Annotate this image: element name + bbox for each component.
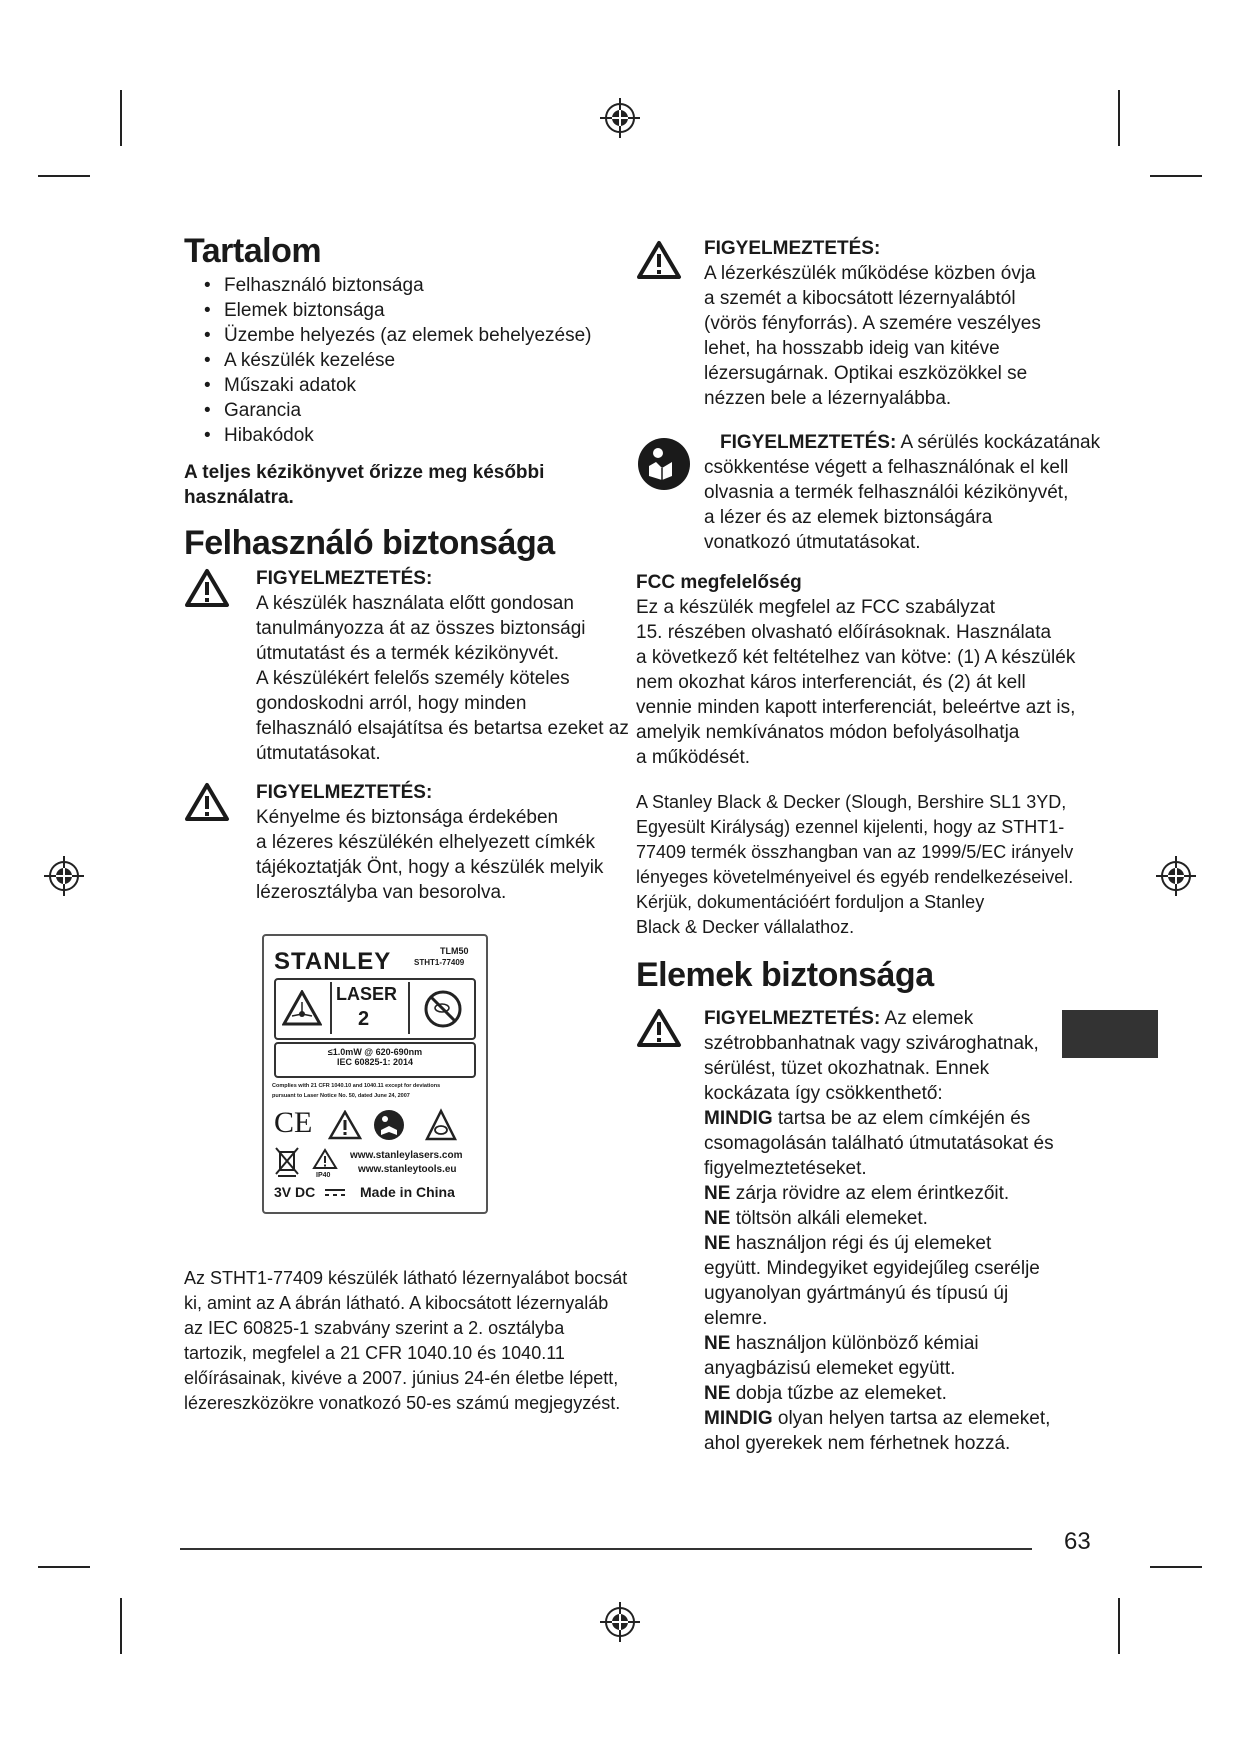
crop-mark [38,175,90,177]
paragraph-line: lézereszközökre vonatkozó 50-es számú megjegyzést. [184,1393,621,1413]
read-manual-icon [636,436,692,492]
label-laser-panel [274,978,476,1040]
left-column [184,232,614,563]
warning-line: A készülék használata előtt gondosan [256,593,574,614]
contents-item: • Műszaki adatok [184,373,614,398]
label-made-in: Made in China [360,1184,455,1200]
read-manual-icon [372,1108,406,1142]
divider [330,982,332,1034]
fcc-line: vennie minden kapott interferenciát, beleértve azt is, [636,697,1076,718]
keyword-always: MINDIG [704,1408,773,1429]
warning-line: olyan helyen tartsa az elemeket, [777,1408,1051,1429]
paragraph-line: Az STHT1-77409 készülék látható lézernyalábot bocsát [184,1268,628,1288]
label-fine1: Complies with 21 CFR 1040.10 and 1040.11 except for deviations [272,1083,441,1089]
registration-mark-icon [42,854,86,898]
label-laser-word: LASER [336,984,398,1004]
keyword-no: NE [704,1233,731,1254]
fcc-line: a működését. [636,747,751,768]
label-spec1: ≤1.0mW @ 620-690nm [327,1047,423,1057]
warning-line: lehet, ha hosszabb ideig van kitéve [704,338,1000,359]
warning-line: lézersugárnak. Optikai eszközökkel se [704,363,1028,384]
contents-item: • Elemek biztonsága [184,298,614,323]
paragraph-line: tartozik, megfelel a 21 CFR 1040.10 és 1040.11 [184,1343,565,1363]
battery-safety-title: Elemek biztonsága [636,956,934,994]
label-url2: www.stanleytools.eu [358,1164,457,1175]
keyword-no: NE [704,1183,731,1204]
fcc-section [636,570,1076,770]
warning-line: ugyanolyan gyártmányú és típusú új [704,1283,1009,1304]
warning-heading: FIGYELMEZTETÉS: [704,1008,881,1029]
warning-line: zárja rövidre az elem érintkezőit. [735,1183,1010,1204]
warning-line: tanulmányozza át az összes biztonsági [256,618,586,639]
label-model-top: TLM50 [440,946,469,956]
section-tab-marker [1062,1010,1158,1058]
contents-item: • Garancia [184,398,614,423]
fcc-line: 15. részében olvasható előírásoknak. Használata [636,622,1052,643]
warning-line: A sérülés kockázatának [900,432,1101,453]
warning-line: tartsa be az elem címkéjén és [777,1108,1031,1129]
contents-item: • Hibakódok [184,423,614,448]
declaration-line: 77409 termék összhangban van az 1999/5/EC irányelv [636,842,1074,862]
crop-mark [1118,90,1120,146]
warning-line: Kényelme és biztonsága érdekében [256,807,559,828]
crop-mark [1118,1598,1120,1654]
contents-title: Tartalom [184,232,322,270]
warning-heading: FIGYELMEZTETÉS: [720,432,897,453]
crop-mark [38,1566,90,1568]
registration-mark-icon [598,1600,642,1644]
no-stare-icon [422,988,464,1030]
warning-line: A lézerkészülék működése közben óvja [704,263,1036,284]
warning-line: csökkentése végett a felhasználónak el kell [704,457,1069,478]
contents-item: • A készülék kezelése [184,348,614,373]
label-voltage: 3V DC [274,1184,316,1200]
warning-line: tájékoztatják Önt, hogy a készülék melyik [256,857,604,878]
crop-mark [1150,1566,1202,1568]
user-safety-title: Felhasználó biztonsága [184,524,555,562]
contents-item: • Felhasználó biztonsága [184,273,614,298]
declaration-line: A Stanley Black & Decker (Slough, Bershire SL1 3YD, [636,792,1067,812]
warning-line: dobja tűzbe az elemeket. [735,1383,947,1404]
warning-triangle-icon [184,568,230,608]
fcc-title: FCC megfelelőség [636,572,802,593]
footer-rule [180,1548,1032,1550]
warning-heading: FIGYELMEZTETÉS: [704,238,881,259]
dc-symbol-icon [324,1188,346,1198]
warning-triangle-icon [328,1110,362,1140]
fcc-line: amelyik nemkívánatos módon befolyásolhatja [636,722,1020,743]
product-label [262,934,488,1214]
label-spec-box [274,1042,476,1078]
label-spec2: IEC 60825-1: 2014 [336,1057,414,1067]
warning-line: nézzen bele a lézernyalábba. [704,388,952,409]
warning-line: a szemét a kibocsátott lézernyalábtól [704,288,1016,309]
declaration-section [636,790,1076,940]
fcc-line: nem okozhat káros interferenciát, és (2) át kell [636,672,1026,693]
label-ip: IP40 [316,1172,331,1179]
declaration-line: Kérjük, dokumentációért forduljon a Stanley [636,892,985,912]
warning-line: A készülékért felelős személy köteles [256,668,570,689]
warning-line: gondoskodni arról, hogy minden [256,693,527,714]
declaration-line: Egyesült Királyság) ezennel kijelenti, hogy az STHT1- [636,817,1065,837]
warning-line: együtt. Mindegyiket egyidejűleg cserélje [704,1258,1040,1279]
warning-line: olvasnia a termék felhasználói kézikönyvét, [704,482,1069,503]
warning-line: vonatkozó útmutatásokat. [704,532,921,553]
warning-line: felhasználó elsajátítsa és betartsa ezeket az [256,718,629,739]
warning-line: használjon régi és új elemeket [735,1233,992,1254]
contents-item: • Üzembe helyezés (az elemek behelyezése) [184,323,614,348]
weee-bin-icon [274,1146,300,1178]
paragraph-line: az IEC 60825-1 szabvány szerint a 2. osztályba [184,1318,565,1338]
keyword-no: NE [704,1383,731,1404]
paragraph-line: előírásainak, kivéve a 2007. június 24-én életbe lépett, [184,1368,619,1388]
warning-line: használjon különböző kémiai [735,1333,979,1354]
label-laser-class: 2 [358,1008,370,1030]
warning-first-line [704,430,1101,455]
warning-line: elemre. [704,1308,768,1329]
divider [408,982,410,1034]
label-url1: www.stanleylasers.com [350,1150,463,1161]
paragraph-line: ki, amint az A ábrán látható. A kibocsátott lézernyaláb [184,1293,609,1313]
warning-line: ahol gyerekek nem férhetnek hozzá. [704,1433,1011,1454]
registration-mark-icon [598,96,642,140]
declaration-line: Black & Decker vállalathoz. [636,917,855,937]
warning-line: szétrobbanhatnak vagy szivároghatnak, [704,1033,1039,1054]
warning-triangle-icon [312,1148,338,1170]
crop-mark [120,90,122,146]
declaration-line: lényeges követelményeivel és egyéb rendelkezéseivel. [636,867,1074,887]
warning-line: (vörös fényforrás). A szemére veszélyes [704,313,1041,334]
label-model-code: STHT1-77409 [414,958,465,967]
warning-line: töltsön alkáli elemeket. [735,1208,928,1229]
warning-line: útmutatásokat. [256,743,381,764]
fcc-line: Ez a készülék megfelel az FCC szabályzat [636,597,996,618]
warning-line: lézerosztályba van besorolva. [256,882,507,903]
eye-hazard-icon [424,1108,458,1142]
warning-triangle-icon [636,1008,682,1048]
warning-triangle-icon [636,240,682,280]
laser-warning-icon [282,990,322,1026]
label-fine2: pursuant to Laser Notice No. 50, dated June 24, 2007 [272,1093,410,1099]
crop-mark [1150,175,1202,177]
warning-heading: FIGYELMEZTETÉS: [256,782,433,803]
laser-class-paragraph [184,1266,628,1416]
keyword-no: NE [704,1333,731,1354]
crop-mark [120,1598,122,1654]
warning-triangle-icon [184,782,230,822]
ce-mark: CE [274,1106,313,1139]
warning-line: kockázata így csökkenthető: [704,1083,943,1104]
warning-line: sérülést, tüzet okozhatnak. Ennek [704,1058,990,1079]
keep-manual-note: A teljes kézikönyvet őrizze meg későbbi használatra. [184,462,545,508]
warning-line: útmutatást és a termék kézikönyvét. [256,643,560,664]
warning-line: figyelmeztetéseket. [704,1158,867,1179]
contents-list [184,273,614,448]
warning-heading: FIGYELMEZTETÉS: [256,568,433,589]
page-number: 63 [1064,1528,1091,1555]
fcc-line: a következő két feltételhez van kötve: (1) A készülék [636,647,1076,668]
keyword-always: MINDIG [704,1108,773,1129]
keyword-no: NE [704,1208,731,1229]
label-brand: STANLEY [274,948,392,975]
warning-line: Az elemek [884,1008,974,1029]
warning-line: a lézeres készülékén elhelyezett címkék [256,832,595,853]
registration-mark-icon [1154,854,1198,898]
warning-line: anyagbázisú elemeket együtt. [704,1358,956,1379]
warning-line: a lézer és az elemek biztonságára [704,507,993,528]
warning-line: csomagolásán található útmutatásokat és [704,1133,1054,1154]
